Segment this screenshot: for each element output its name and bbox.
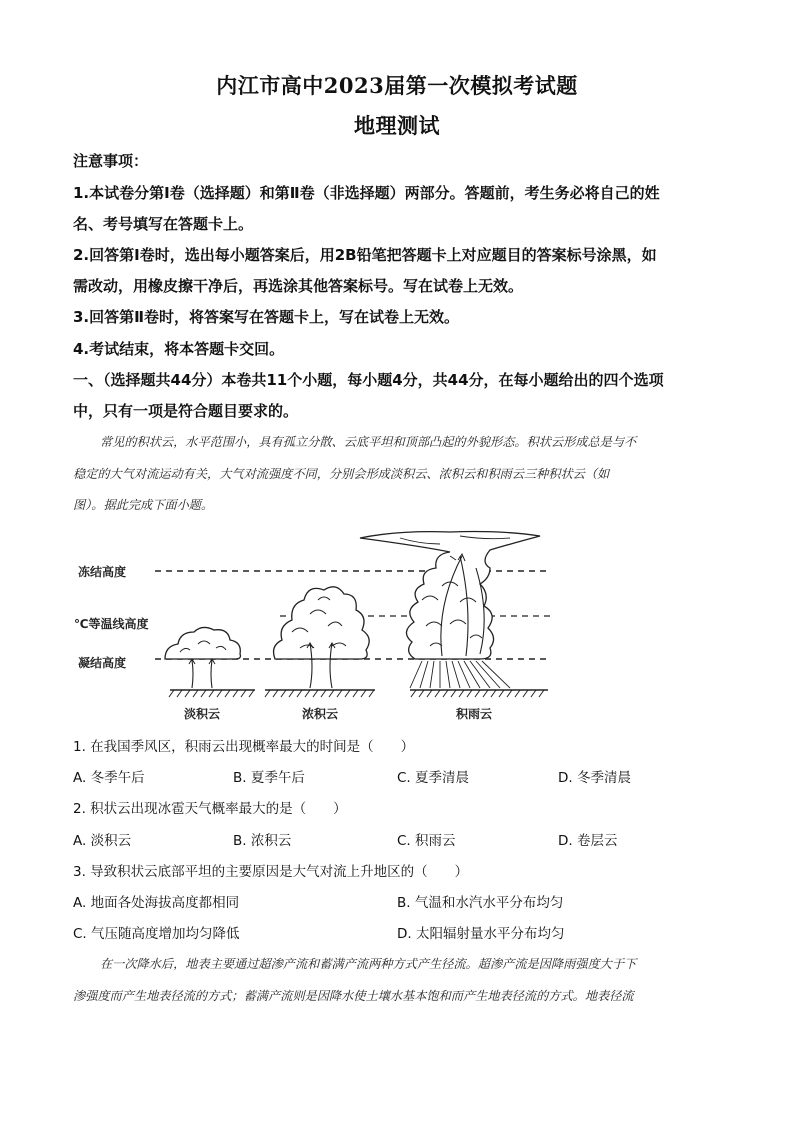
cumulus-cloud-figure (70, 528, 560, 726)
question-option: A. 冬季午后 (73, 770, 145, 786)
question-option: C. 夏季清晨 (397, 770, 470, 786)
cumulus-humilis-cloud (165, 627, 240, 688)
ground-2 (265, 690, 375, 697)
question-stem: 2. 积状云出现冰雹天气概率最大的是（ ） (73, 801, 347, 817)
notice-line: 需改动，用橡皮擦干净后，再选涂其他答案标号。写在试卷上无效。 (73, 277, 524, 295)
page-subtitle: 地理测试 (354, 113, 440, 138)
page-title: 内江市高中2023届第一次模拟考试题 (216, 73, 578, 98)
question-option: C. 气压随高度增加均匀降低 (73, 926, 240, 942)
question-option: B. 夏季午后 (233, 770, 305, 786)
cloud-label-humilis: 淡积云 (184, 707, 221, 721)
level-label-isotherm: ℃等温线高度 (74, 617, 149, 631)
cumulus-congestus-cloud (274, 587, 370, 688)
passage-line: 图）。据此完成下面小题。 (73, 498, 214, 512)
section-heading: 中，只有一项是符合题目要求的。 (73, 402, 299, 420)
question-option: B. 浓积云 (233, 833, 292, 849)
ground-1 (169, 690, 255, 697)
question-option: D. 卷层云 (558, 833, 618, 849)
notice-line: 1.本试卷分第Ⅰ卷（选择题）和第Ⅱ卷（非选择题）两部分。答题前，考生务必将自己的姓 (73, 184, 660, 202)
notice-heading: 注意事项： (73, 152, 149, 170)
notice-line: 名、考号填写在答题卡上。 (73, 215, 254, 233)
level-label-condensation: 凝结高度 (78, 656, 127, 670)
notice-line: 4.考试结束，将本答题卡交回。 (73, 340, 285, 358)
passage-line: 渗强度而产生地表径流的方式；蓄满产流则是因降水使土壤水基本饱和而产生地表径流的方式。地表径流 (73, 989, 634, 1003)
section-heading: 一、（选择题共44分）本卷共11个小题，每小题4分，共44分，在每小题给出的四个选项 (73, 371, 664, 389)
cloud-label-cumulonimbus: 积雨云 (456, 707, 493, 721)
question-stem: 1. 在我国季风区，积雨云出现概率最大的时间是（ ） (73, 739, 415, 755)
passage-line: 常见的积状云，水平范围小，具有孤立分散、云底平坦和顶部凸起的外貌形态。积状云形成总是与不 (100, 435, 637, 449)
level-label-freezing: 冻结高度 (78, 565, 127, 579)
question-option: D. 太阳辐射量水平分布均匀 (397, 926, 565, 942)
notice-line: 3.回答第Ⅱ卷时，将答案写在答题卡上，写在试卷上无效。 (73, 308, 460, 326)
question-option: B. 气温和水汽水平分布均匀 (397, 895, 564, 911)
question-stem: 3. 导致积状云底部平坦的主要原因是大气对流上升地区的（ ） (73, 864, 469, 880)
cloud-label-congestus: 浓积云 (302, 707, 339, 721)
question-option: A. 淡积云 (73, 833, 132, 849)
passage-line: 在一次降水后，地表主要通过超渗产流和蓄满产流两种方式产生径流。超渗产流是因降雨强度大于下 (100, 957, 637, 971)
ground-3 (410, 690, 548, 697)
question-option: A. 地面各处海拔高度都相同 (73, 895, 240, 911)
notice-line: 2.回答第Ⅰ卷时，选出每小题答案后，用2B铅笔把答题卡上对应题目的答案标号涂黑，如 (73, 246, 657, 264)
passage-line: 稳定的大气对流运动有关，大气对流强度不同，分别会形成淡积云、浓积云和积雨云三种积状云（如 (73, 467, 610, 481)
question-option: D. 冬季清晨 (558, 770, 631, 786)
question-option: C. 积雨云 (397, 833, 456, 849)
cumulonimbus-cloud (360, 532, 540, 689)
